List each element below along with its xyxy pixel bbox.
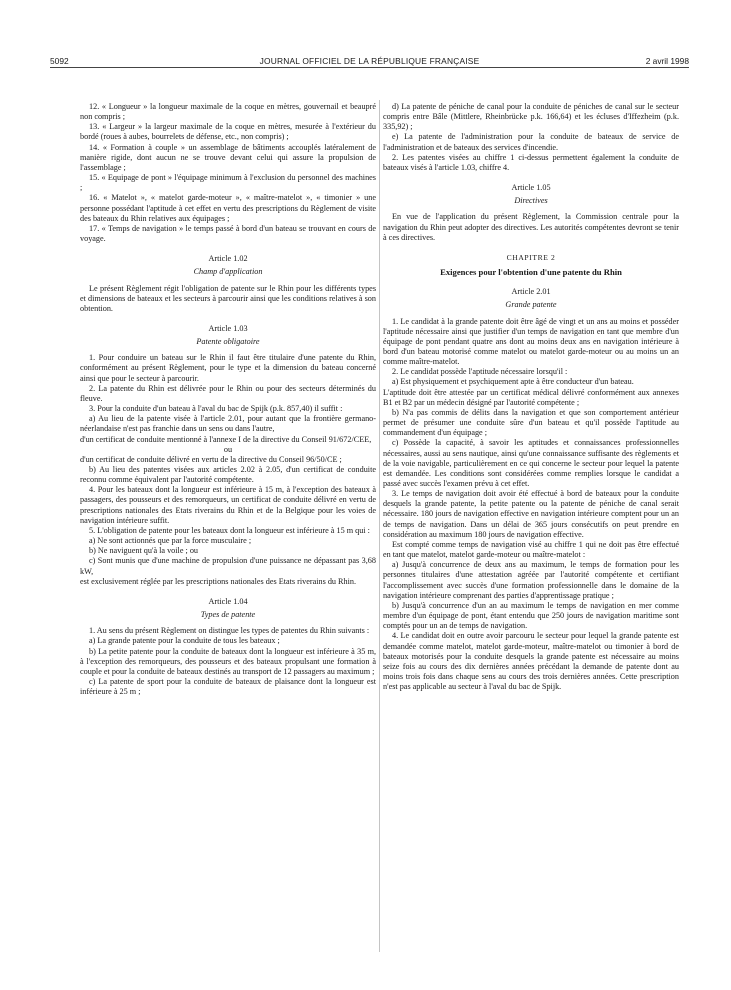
- paragraph: 1. Le candidat à la grande patente doit être âgé de vingt et un ans au moins et posséder l'aptitude nécessaire ainsi que justifier d'un temps de navigation en tant que membre d'un équipage de pont pendant quatre ans dont au moins deux ans en navigation intérieure à bord d'un bateau motorisé comme matelot ou matelot garde-moteur ou au moins un an comme maître-matelot.: [383, 316, 679, 367]
- paragraph: b) La petite patente pour la conduite de bateaux dont la longueur est inférieure à 35 m, à l'exception des remorqueurs, des pousseurs et des bateaux propulsant une formation à couple et pour la conduite de bateaux destinés au transport de 12 passagers au maximum ;: [80, 646, 376, 676]
- paragraph: 17. « Temps de navigation » le temps passé à bord d'un bateau se trouvant en cours de voyage.: [80, 223, 376, 244]
- paragraph: d'un certificat de conduite délivré en vertu de la directive du Conseil 96/50/CE ;: [80, 454, 342, 464]
- paragraph: est exclusivement réglée par les prescriptions nationales des Etats riverains du Rhin.: [80, 576, 357, 586]
- paragraph: a) Ne sont actionnés que par la force musculaire ;: [89, 536, 252, 546]
- paragraph: e) La patente de l'administration pour la conduite de bateaux de service de l'administration et de bateaux des services d'incendie.: [383, 132, 679, 152]
- paragraph: 12. « Longueur » la longueur maximale de la coque en mètres, gouvernail et beaupré non compris ;: [80, 102, 376, 122]
- article-heading: Article 1.02: [208, 254, 248, 264]
- paragraph: b) Ne naviguent qu'à la voile ; ou: [89, 546, 199, 556]
- article-heading: Article 1.05: [511, 183, 551, 193]
- paragraph: c) La patente de sport pour la conduite de bateaux de plaisance dont la longueur est inférieure à 25 m ;: [80, 676, 376, 697]
- article-subtitle: Types de patente: [200, 610, 256, 620]
- article-subtitle: Patente obligatoire: [196, 337, 260, 347]
- paragraph: 2. La patente du Rhin est délivrée pour le Rhin ou pour des secteurs déterminés du fleuve.: [80, 383, 376, 403]
- column-divider: [379, 100, 380, 952]
- paragraph: d) La patente de péniche de canal pour la conduite de péniches de canal sur le secteur compris entre Bâle (Mittlere, Rheinbrücke p.k. 166,64) et les écluses d'Iffezheim (p.k. 335,92) ;: [383, 102, 679, 132]
- chapter-title: Exigences pour l'obtention d'une patente du Rhin: [440, 267, 622, 278]
- paragraph: 15. « Equipage de pont » l'équipage minimum à l'exclusion du personnel des machines ;: [80, 173, 376, 193]
- right-column: [383, 102, 679, 692]
- header-rule: [50, 67, 689, 68]
- page-number: 5092: [50, 56, 69, 66]
- paragraph: d'un certificat de conduite mentionné à l'annexe I de la directive du Conseil 91/672/CEE,: [80, 434, 372, 444]
- paragraph: 5. L'obligation de patente pour les bateaux dont la longueur est inférieure à 15 m qui :: [89, 525, 370, 535]
- left-column: [80, 102, 376, 697]
- paragraph: Le présent Règlement régit l'obligation de patente sur le Rhin pour les différents types et dimensions de bateaux et les secteurs à parcourir ainsi que les conditions relatives à son obtention.: [80, 283, 376, 313]
- article-subtitle: Directives: [514, 196, 548, 206]
- paragraph: 4. Pour les bateaux dont la longueur est inférieure à 15 m, à l'exception des bateaux à passagers, des pousseurs et des remorqueurs, un certificat de conduite délivré en vertu de prescriptions nationales des Etats riverains du Rhin et de la Belgique pour les voies de navigation intérieure suffit.: [80, 485, 376, 525]
- paragraph: 13. « Largeur » la largeur maximale de la coque en mètres, mesurée à l'extérieur du bordé (roues à aubes, bourrelets de défense, etc., non compris) ;: [80, 122, 376, 142]
- paragraph: a) Jusqu'à concurrence de deux ans au maximum, le temps de formation pour les personnes titulaires d'une attestation agréée par l'autorité compétente et certifiant l'accomplissement avec succès d'une formation professionnelle dans le domaine de la navigation intérieure comprenant des parties d'apprentissage pratique ;: [383, 560, 679, 600]
- paragraph: b) Jusqu'à concurrence d'un an au maximum le temps de navigation en mer comme membre d'un équipage de pont, étant entendu que 250 jours de navigation maritime sont comptés pour un an de temps de navigation.: [383, 600, 679, 631]
- paragraph: 1. Au sens du présent Règlement on distingue les types de patentes du Rhin suivants :: [89, 626, 370, 636]
- paragraph: c) Possède la capacité, à savoir les aptitudes et connaissances professionnelles nécessaires, aussi au sens nautique, ainsi qu'une connaissance suffisante des règlements et de la voie navigable, particulièrement en ce qui concerne le secteur pour lequel la patente est demandée. Les conditions sont considérées comme remplies lorsque le candidat a passé avec succès l'examen prévu à cet effet.: [383, 438, 679, 488]
- paragraph: a) Est physiquement et psychiquement apte à être conducteur d'un bateau.: [392, 377, 634, 387]
- paragraph: a) La grande patente pour la conduite de tous les bateaux ;: [89, 636, 280, 646]
- paragraph: 4. Le candidat doit en outre avoir parcouru le secteur pour lequel la grande patente est demandée comme matelot, matelot garde-moteur, maître-matelot ou timonier à bord de bateaux motorisés pour la conduite desquels la grande patente est nécessaire au moins seize fois au cours des dix dernières années précédant la demande de patente dont au moins trois fois dans chaque sens au cours des trois dernières années. Cette prescription n'est pas applicable au secteur à l'aval du bac de Spijk.: [383, 631, 679, 692]
- paragraph: 14. « Formation à couple » un assemblage de bâtiments accouplés latéralement de manière rigide, dont aucun ne se trouve devant celui qui assure la propulsion de l'assemblage ;: [80, 142, 376, 172]
- paragraph: 16. « Matelot », « matelot garde-moteur », « maître-matelot », « timonier » une personne possédant l'aptitude à cet effet en vertu des prescriptions du Règlement de visite des bateaux du Rhin relatives aux équipages ;: [80, 193, 376, 223]
- journal-title: JOURNAL OFFICIEL DE LA RÉPUBLIQUE FRANÇAISE: [259, 56, 480, 66]
- article-heading: Article 1.04: [208, 596, 248, 606]
- paragraph: a) Au lieu de la patente visée à l'article 2.01, pour autant que la frontière germano-néerlandaise n'est pas franchie dans un sens ou dans l'autre,: [80, 414, 376, 434]
- paragraph: L'aptitude doit être attestée par un certificat médical délivré conformément aux annexes B1 et B2 par un médecin désigné par l'autorité compétente ;: [383, 387, 679, 407]
- paragraph: Est compté comme temps de navigation visé au chiffre 1 qui ne doit pas être effectué en tant que matelot, matelot garde-moteur ou maître-matelot :: [383, 539, 679, 560]
- article-heading: Article 2.01: [511, 287, 551, 297]
- article-heading: Article 1.03: [208, 323, 248, 333]
- paragraph: 3. Le temps de navigation doit avoir été effectué à bord de bateaux pour la conduite desquels la grande patente, la petite patente ou la patente de péniche de canal serait nécessaire. 180 jours de navigation effective en navigation intérieure comptent pour un an de temps de navigation. Dans un délai de 365 jours consécutifs on peut prendre en considération au maximum 180 jours de navigation effective.: [383, 489, 679, 539]
- paragraph: c) Sont munis que d'une machine de propulsion d'une puissance ne dépassant pas 3,68 kW,: [80, 556, 376, 576]
- chapter-label: CHAPITRE 2: [506, 252, 556, 262]
- paragraph: 3. Pour la conduite d'un bateau à l'aval du bac de Spijk (p.k. 857,40) il suffit :: [89, 404, 343, 414]
- paragraph: En vue de l'application du présent Règlement, la Commission centrale pour la navigation du Rhin peut adopter des directives. Les autorités compétentes devront se tenir à ces directives.: [383, 212, 679, 242]
- paragraph: b) N'a pas commis de délits dans la navigation et que son comportement antérieur permet de présumer une conduite sûre d'un bateau et qu'il possède l'aptitude au commandement d'un équipage ;: [383, 407, 679, 438]
- article-subtitle: Champ d'application: [193, 267, 263, 277]
- paragraph: b) Au lieu des patentes visées aux articles 2.02 à 2.05, d'un certificat de conduite reconnu comme équivalent par l'autorité compétente.: [80, 465, 376, 485]
- paragraph: 1. Pour conduire un bateau sur le Rhin il faut être titulaire d'une patente du Rhin, conformément au présent Règlement, pour le type et la dimension du bateau concerné ainsi que pour le secteur à parcourir.: [80, 353, 376, 383]
- article-subtitle: Grande patente: [505, 300, 557, 310]
- paragraph: 2. Le candidat possède l'aptitude nécessaire lorsqu'il :: [392, 367, 568, 377]
- conjunction: ou: [223, 444, 233, 454]
- paragraph: 2. Les patentes visées au chiffre 1 ci-dessus permettent également la conduite de bateaux visés à l'article 1.03, chiffre 4.: [383, 152, 679, 172]
- publication-date: 2 avril 1998: [645, 56, 689, 66]
